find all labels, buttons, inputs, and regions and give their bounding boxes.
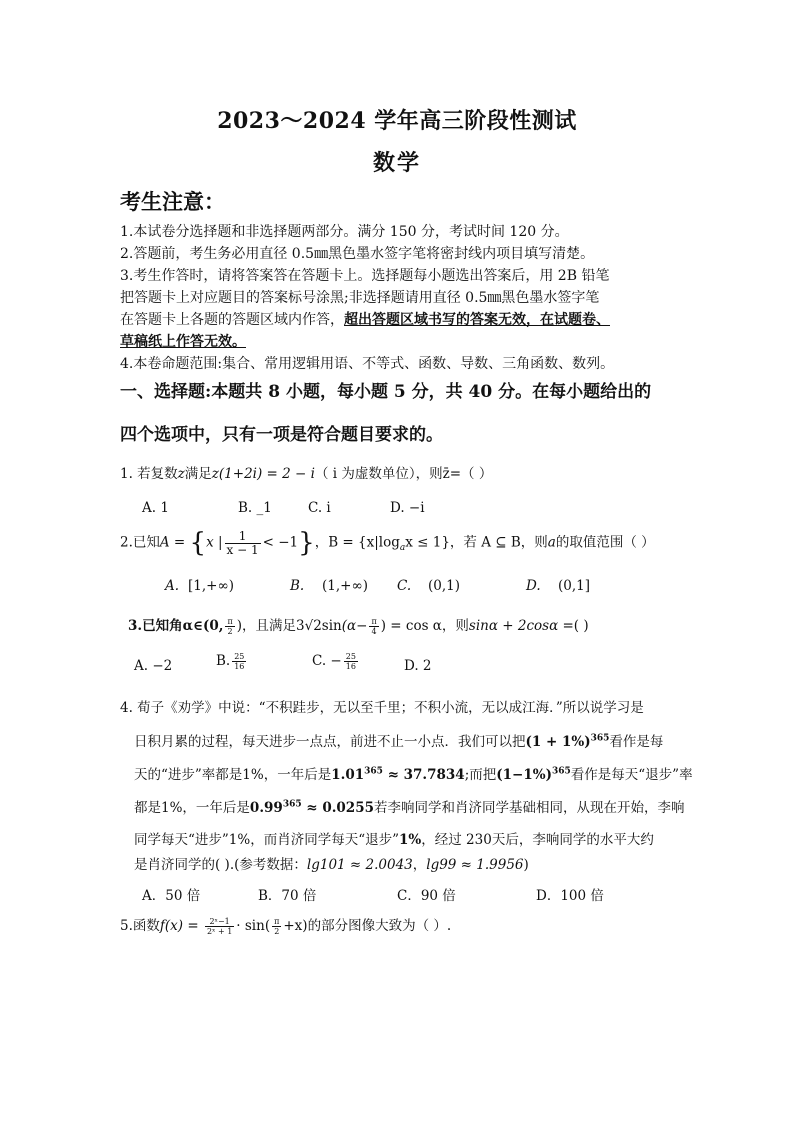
question-1 [120,462,492,482]
q1-option-c: C. i [308,500,331,516]
q2-option-d: (0,1] [558,578,591,594]
q3-prefix: 3.已知角α∈(0, [128,618,224,634]
q3-pi-quarter [369,617,378,636]
q4-option-d: D．100 倍 [536,888,604,904]
q3-arg-close: ) [380,618,386,634]
q2-set-a-x: x | [206,534,223,551]
q4-l5-text: 同学每天“进步”1%，而肖济同学每天“退步” [134,832,400,848]
q3-mid: )，且满足3√2sin [236,618,342,634]
q2-option-c-label: C. [397,578,412,594]
q2-option-a-label: A. [165,578,180,594]
q3-option-b-label: B. [216,653,231,669]
q4-l5-rate: 1% [399,832,422,848]
q3-pi-den: 2 [227,627,233,636]
q4-l4-tail: 若李响同学和肖济同学基础相同，从现在开始，李响 [374,800,685,816]
q5-fraction [205,917,234,936]
q5-tail: 的部分图像大致为（ ）. [307,918,452,934]
q4-l3-expr: (1−1%) [496,767,552,783]
q2-log-base: a [399,543,406,554]
q2-set-b-rest: x ≤ 1}，若 A ⊆ B，则 [405,534,548,551]
q1-var: z [177,466,185,482]
q3-option-c-frac [344,652,358,671]
q5-sin: · sin [236,918,265,934]
q4-l3-sup: 365 [364,766,383,777]
q1-prefix: 1. 若复数 [120,466,178,482]
notice-line-5-plain: 在答题卡上各题的答题区域内作答， [120,312,344,328]
q3-option-a: A. −2 [134,658,173,674]
section-heading-line-2: 四个选项中，只有一项是符合题目要求的。 [120,425,443,445]
exam-subject: 数学 [372,150,421,176]
q3-option-c-num: 25 [345,652,356,661]
question-4-line-1: 4. 荀子《劝学》中说：“不积跬步，无以至千里；不积小流，无以成江海．”所以说学习是 [120,700,644,716]
q3-option-b [216,652,248,671]
q1-option-d: D. −i [390,500,425,516]
q5-arg-close: +x) [283,918,308,934]
q3-arg-den: 4 [371,627,377,636]
q5-arg-open: ( [264,918,271,934]
question-5 [120,914,451,936]
q3-option-c-label: C. − [312,653,342,669]
q4-l4-text: 都是1%，一年后是 [134,800,250,816]
q4-l2-text: 日积月累的过程，每天进步一点点，前进不止一小点．我们可以把 [134,734,526,750]
q2-fraction [225,530,261,557]
notice-line-7: 4.本卷命题范围:集合、常用逻辑用语、不等式、函数、导数、三角函数、数列。 [120,356,615,372]
notice-line-5 [120,309,690,329]
q2-brace-open: { [189,528,207,558]
q5-pi-den: 2 [274,927,280,936]
q1-equation: z(1+2i) = 2 − i [211,466,315,482]
q5-pi-num: π [274,917,280,926]
q3-option-b-frac [232,652,246,671]
q4-option-b: B．70 倍 [258,888,317,904]
q5-prefix: 5.函数 [120,918,160,934]
q3-option-c-den: 16 [345,662,356,671]
q2-option-b-label: B. [290,578,305,594]
q4-option-a: A．50 倍 [142,888,201,904]
q3-pi-half [225,617,234,636]
q3-arg-num: π [371,617,377,626]
q4-l6-ref-1: lg101 ≈ 2.0043 [306,857,413,873]
q3-rest: = cos α，则 [385,618,469,634]
q4-l6-text: 是肖济同学的( ).(参考数据： [134,857,307,873]
question-4-line-3 [134,763,693,783]
q2-prefix: 2.已知 [120,534,160,551]
q1-mid: 满足 [184,466,212,482]
q3-arg-open: (α− [341,618,368,634]
question-3 [128,614,589,636]
section-heading-line-1: 一、选择题:本题共 8 小题，每小题 5 分，共 40 分。在每小题给出的 [120,382,652,402]
q2-a-var: a [547,534,556,551]
q1-option-a: A. 1 [142,500,169,516]
notice-line-2: 2.答题前，考生务必用直径 0.5㎜黑色墨水签字笔将密封线内项目填写清楚。 [120,246,595,262]
q2-tail: 的取值范围（ ） [555,534,655,551]
q4-l3-value: ≈ 37.7834 [382,767,465,783]
q5-frac-num: 2ˣ−1 [205,917,234,927]
q2-set-b: ，B = {x|log [314,534,400,551]
q4-l4-base: 0.99 [249,800,283,816]
q3-option-b-den: 16 [234,662,245,671]
q4-l4-value: ≈ 0.0255 [301,800,374,816]
q2-brace-close: } [298,528,315,558]
q4-l3-tail: 看作是每天“退步”率 [570,767,693,783]
q4-l2-tail: 看作是每 [609,734,664,750]
q2-set-a-rest: < −1 [262,534,299,551]
notice-line-3: 3.考生作答时，请将答案答在答题卡上。选择题每小题选出答案后，用 2B 铅笔 [120,268,610,284]
q4-l6-close: ) [523,857,529,873]
q3-tail: =( ) [558,618,589,634]
q4-option-c: C．90 倍 [397,888,456,904]
notice-line-5-emphasis: 超出答题区域书写的答案无效，在试题卷、 [344,312,610,328]
q4-l6-sep: ， [412,857,427,873]
exam-title: 2023～2024 学年高三阶段性测试 [217,108,577,134]
q4-l6-ref-2: lg99 ≈ 1.9956 [426,857,524,873]
q2-option-d-label: D. [526,578,541,594]
q4-l2-expr: (1 + 1%) [525,734,591,750]
question-4-line-5 [134,828,654,848]
q2-set-a-label: A = [159,534,190,551]
q2-frac-den: x − 1 [226,542,259,557]
notice-line-1: 1.本试卷分选择题和非选择题两部分。满分 150 分，考试时间 120 分。 [120,224,569,240]
q4-l3-sup-2: 365 [551,766,571,777]
q3-expression: sinα + 2cosα [468,618,559,634]
q3-pi-num: π [227,617,233,626]
q2-option-c: (0,1) [428,578,461,594]
notice-line-6 [120,331,690,351]
q1-option-b: B. _1 [238,500,272,516]
q2-frac-num: 1 [225,530,261,544]
question-2 [120,528,655,558]
question-4-line-4 [134,796,685,816]
q3-option-b-num: 25 [234,652,245,661]
q5-function: f(x) = [159,918,203,934]
q3-option-d: D. 2 [404,658,432,674]
question-4-line-2 [134,730,663,750]
q5-frac-den: 2ˣ + 1 [206,927,233,936]
q4-l3-base: 1.01 [331,767,365,783]
notice-line-6-emphasis: 草稿纸上作答无效。 [120,334,246,350]
q5-pi-half [272,917,281,936]
notice-heading: 考生注意： [120,189,225,214]
q4-l4-sup: 365 [282,799,302,810]
q4-l2-sup: 365 [590,733,610,744]
q3-option-c [312,652,360,671]
q1-note: （ i 为虚数单位），则z̄=（ ） [314,466,493,482]
q2-option-b: (1,+∞) [322,578,368,594]
q4-l3-text: 天的“进步”率都是1%，一年后是 [134,767,332,783]
q4-l5-tail: ，经过 230天后，李响同学的水平大约 [421,832,654,848]
q2-option-a: [1,+∞) [188,578,234,594]
q4-l3-mid: ;而把 [464,767,497,783]
question-4-line-6 [134,853,529,873]
notice-line-4: 把答题卡上对应题目的答案标号涂黑;非选择题请用直径 0.5㎜黑色墨水签字笔 [120,290,600,306]
